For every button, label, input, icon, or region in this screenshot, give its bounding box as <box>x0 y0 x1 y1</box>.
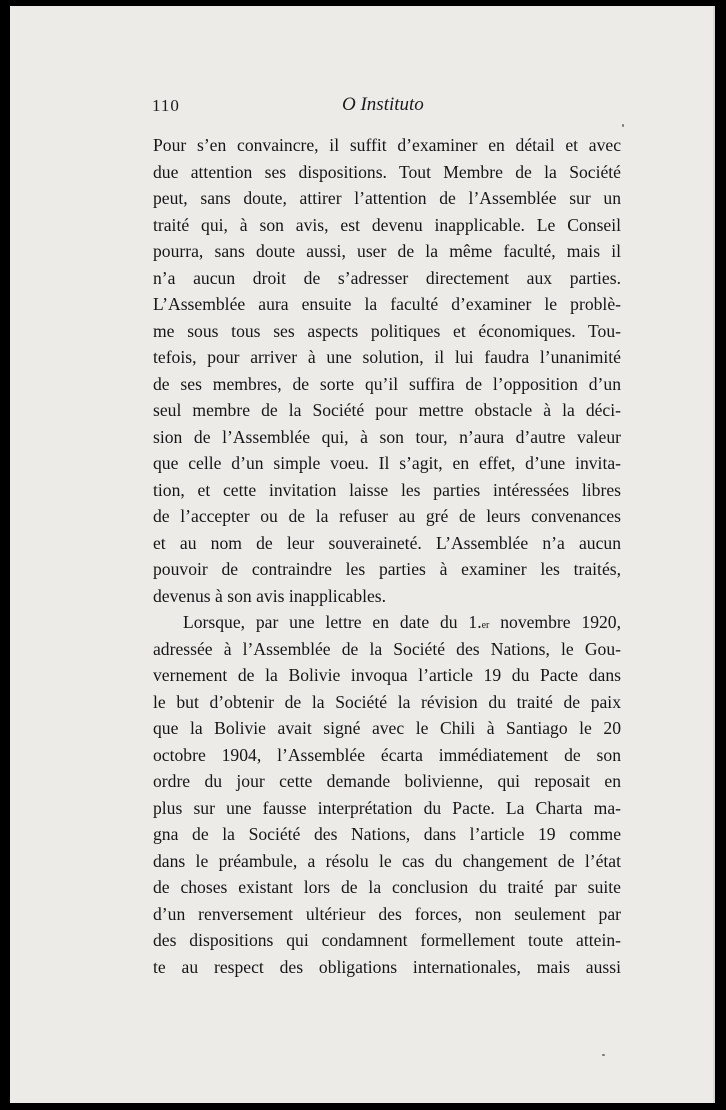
text-line: sion de l’Assemblée qui, à son tour, n’aura d’autre valeur <box>153 426 621 447</box>
text-line: de l’accepter ou de la refuser au gré de leurs convenances <box>153 506 621 526</box>
text-line: devenus à son avis inapplicables. <box>153 585 387 606</box>
running-head <box>152 88 592 118</box>
paragraph-first-line <box>153 609 621 636</box>
print-speck <box>602 1054 605 1056</box>
text-line: ordre du jour cette demande bolivienne, qui reposait en <box>153 771 621 791</box>
page-number: 110 <box>152 96 180 115</box>
text-line: pouvoir de contraindre les parties à examiner les traités, <box>153 559 621 579</box>
text-line: due attention ses dispositions. Tout Membre de la Société <box>153 161 621 182</box>
running-title: O Instituto <box>342 94 424 115</box>
text-line: adressée à l’Assemblée de la Société des Nations, le Gou- <box>153 638 621 659</box>
body-text <box>153 132 621 980</box>
text-line: peut, sans doute, attirer l’attention de l’Assemblée sur un <box>153 188 621 208</box>
text-line: me sous tous ses aspects politiques et économiques. Tou- <box>153 320 621 341</box>
text-line: de ses membres, de sorte qu’il suffira de l’opposition d’un <box>153 373 621 394</box>
print-speck <box>622 124 624 127</box>
text-line: dans le préambule, a résolu le cas du changement de l’état <box>153 850 621 871</box>
text-line: pourra, sans doute aussi, user de la même faculté, mais il <box>153 241 621 261</box>
text-line: seul membre de la Société pour mettre obstacle à la déci- <box>153 400 621 420</box>
text-line: vernement de la Bolivie invoqua l’article 19 du Pacte dans <box>153 665 621 685</box>
text-line: de choses existant lors de la conclusion du traité par suite <box>153 877 621 897</box>
text-line: plus sur une fausse interprétation du Pacte. La Charta ma- <box>153 797 621 818</box>
text-line: tefois, pour arriver à une solution, il lui faudra l’unanimité <box>153 347 621 367</box>
text-line: L’Assemblée aura ensuite la faculté d’examiner le problè- <box>153 294 621 314</box>
text-segment: novembre 1920, <box>489 612 621 632</box>
text-line: octobre 1904, l’Assemblée écarta immédiatement de son <box>153 744 621 765</box>
text-line: des dispositions qui condamnent formellement toute attein- <box>153 930 621 950</box>
text-segment: Lorsque, par une lettre en date du 1. <box>183 612 482 632</box>
text-line: que la Bolivie avait signé avec le Chili à Santiago le 20 <box>153 718 621 738</box>
text-line: te au respect des obligations internationales, mais aussi <box>153 956 621 977</box>
text-line: n’a aucun droit de s’adresser directement aux parties. <box>153 267 621 288</box>
text-line: d’un renversement ultérieur des forces, non seulement par <box>153 903 621 924</box>
text-line: gna de la Société des Nations, dans l’article 19 comme <box>153 824 621 844</box>
text-line: et au nom de leur souveraineté. L’Assemblée n’a aucun <box>153 532 621 553</box>
text-line: que celle d’un simple voeu. Il s’agit, en effet, d’une invita- <box>153 453 621 473</box>
text-line: traité qui, à son avis, est devenu inapplicable. Le Conseil <box>153 214 621 235</box>
text-line: le but d’obtenir de la Société la révision du traité de paix <box>153 691 621 712</box>
ordinal-superscript: er <box>481 620 490 631</box>
text-line: tion, et cette invitation laisse les parties intéressées libres <box>153 479 621 500</box>
book-page <box>10 6 715 1103</box>
text-line: Pour s’en convaincre, il suffit d’examiner en détail et avec <box>153 135 621 155</box>
